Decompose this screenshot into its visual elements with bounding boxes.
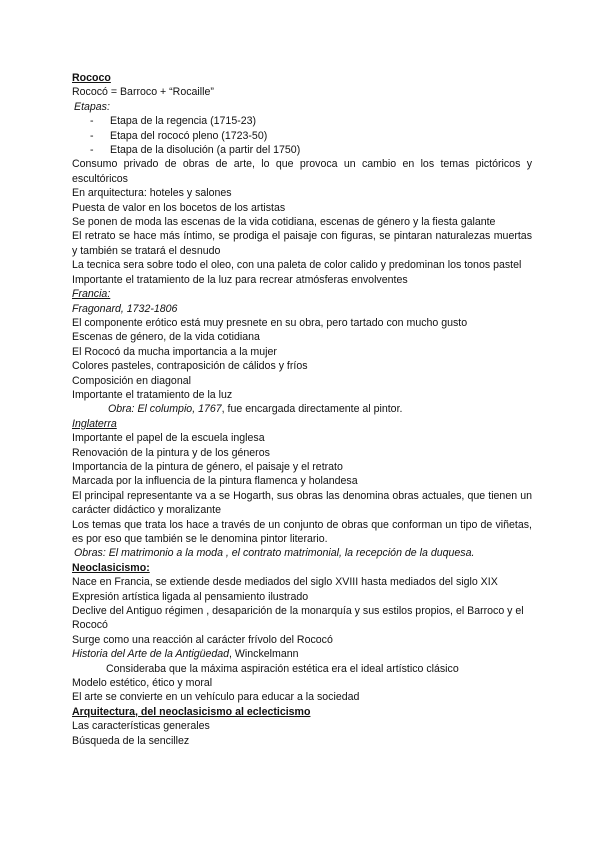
paragraph-line: Expresión artística ligada al pensamiento ilustrado xyxy=(72,590,309,603)
paragraph-line: La tecnica sera sobre todo el oleo, con una paleta de color calido y predominan los tonos pastel xyxy=(72,259,522,272)
paragraph-line: Nace en Francia, se extiende desde mediados del siglo XVIII hasta mediados del siglo XIX xyxy=(72,576,498,589)
heading-rococo: Rococo xyxy=(72,72,111,84)
paragraph-line: Declive del Antiguo régimen , desaparición de la monarquía y sus estilos propios, el Barroco y el Rococó xyxy=(72,605,524,632)
paragraph-line: Importante el tratamiento de la luz para recrear atmósferas envolventes xyxy=(72,273,408,286)
heading-neoclasicismo: Neoclasicismo: xyxy=(72,561,150,574)
list-item: - Etapa de la disolución (a partir del 1750) xyxy=(72,143,532,157)
document-content xyxy=(72,71,532,748)
francia-label: Francia: xyxy=(72,288,111,301)
list-item: - Etapa del rococó pleno (1723-50) xyxy=(72,129,532,143)
paragraph-line: El componente erótico está muy presnete en su obra, pero tartado con mucho gusto xyxy=(72,316,468,329)
etapas-list xyxy=(72,114,532,157)
list-item: - Etapa de la regencia (1715-23) xyxy=(72,114,532,128)
inglaterra-label: Inglaterra xyxy=(72,417,117,430)
paragraph-line: Surge como una reacción al carácter frívolo del Rococó xyxy=(72,633,333,646)
consideraba-line: Consideraba que la máxima aspiración estética era el ideal artístico clásico xyxy=(106,662,459,675)
fragonard-heading: Fragonard, 1732-1806 xyxy=(72,302,178,315)
paragraph-line: Modelo estético, ético y moral xyxy=(72,677,213,690)
paragraph-line: Consumo privado de obras de arte, lo que provoca un cambio en los temas pictóricos y escultóricos xyxy=(72,158,532,185)
heading-arquitectura: Arquitectura, del neoclasicismo al eclecticismo xyxy=(72,705,311,718)
paragraph-line: Composición en diagonal xyxy=(72,374,191,387)
paragraph-line: Importante el tratamiento de la luz xyxy=(72,388,233,401)
paragraph-line: El principal representante va a se Hogarth, sus obras las denomina obras actuales, que tienen un carácter didáctico y moralizante xyxy=(72,489,532,517)
paragraph-line: Se ponen de moda las escenas de la vida cotidiana, escenas de género y la fiesta galante xyxy=(72,216,496,229)
paragraph-line: Los temas que trata los hace a través de un conjunto de obras que conforman un tipo de viñetas, es por eso que también se le denomina pintor literario. xyxy=(72,518,532,545)
obra-columpio xyxy=(72,402,532,416)
paragraph-line: Escenas de género, de la vida cotidiana xyxy=(72,331,260,344)
paragraph-line: En arquitectura: hoteles y salones xyxy=(72,187,232,200)
historia-line xyxy=(72,647,532,661)
obra-title: Obra: El columpio, 1767 xyxy=(108,403,222,416)
etapas-label: Etapas: xyxy=(74,100,110,113)
paragraph-line: Colores pasteles, contraposición de cálidos y fríos xyxy=(72,360,308,373)
paragraph-line: El Rococó da mucha importancia a la mujer xyxy=(72,345,277,358)
obra-note: , fue encargada directamente al pintor. xyxy=(221,403,403,416)
historia-title: Historia del Arte de la Antigüedad xyxy=(72,648,230,661)
paragraph-line: Las características generales xyxy=(72,720,210,733)
historia-author: , Winckelmann xyxy=(229,648,299,661)
paragraph-line: El arte se convierte en un vehículo para educar a la sociedad xyxy=(72,691,360,704)
obras-inglaterra: Obras: El matrimonio a la moda , el contrato matrimonial, la recepción de la duquesa. xyxy=(74,547,475,560)
paragraph-line: Marcada por la influencia de la pintura flamenca y holandesa xyxy=(72,475,358,488)
paragraph-line: Importancia de la pintura de género, el paisaje y el retrato xyxy=(72,460,343,473)
rococo-formula: Rococó = Barroco + “Rocaille” xyxy=(72,86,214,99)
paragraph-line: El retrato se hace más íntimo, se prodiga el paisaje con figuras, se pintaran naturalezas muertas y también se tratará el desnudo xyxy=(72,230,532,257)
paragraph-line: Importante el papel de la escuela inglesa xyxy=(72,432,265,445)
paragraph-line: Búsqueda de la sencillez xyxy=(72,734,190,747)
paragraph-line: Puesta de valor en los bocetos de los artistas xyxy=(72,201,286,214)
paragraph-line: Renovación de la pintura y de los géneros xyxy=(72,446,270,459)
